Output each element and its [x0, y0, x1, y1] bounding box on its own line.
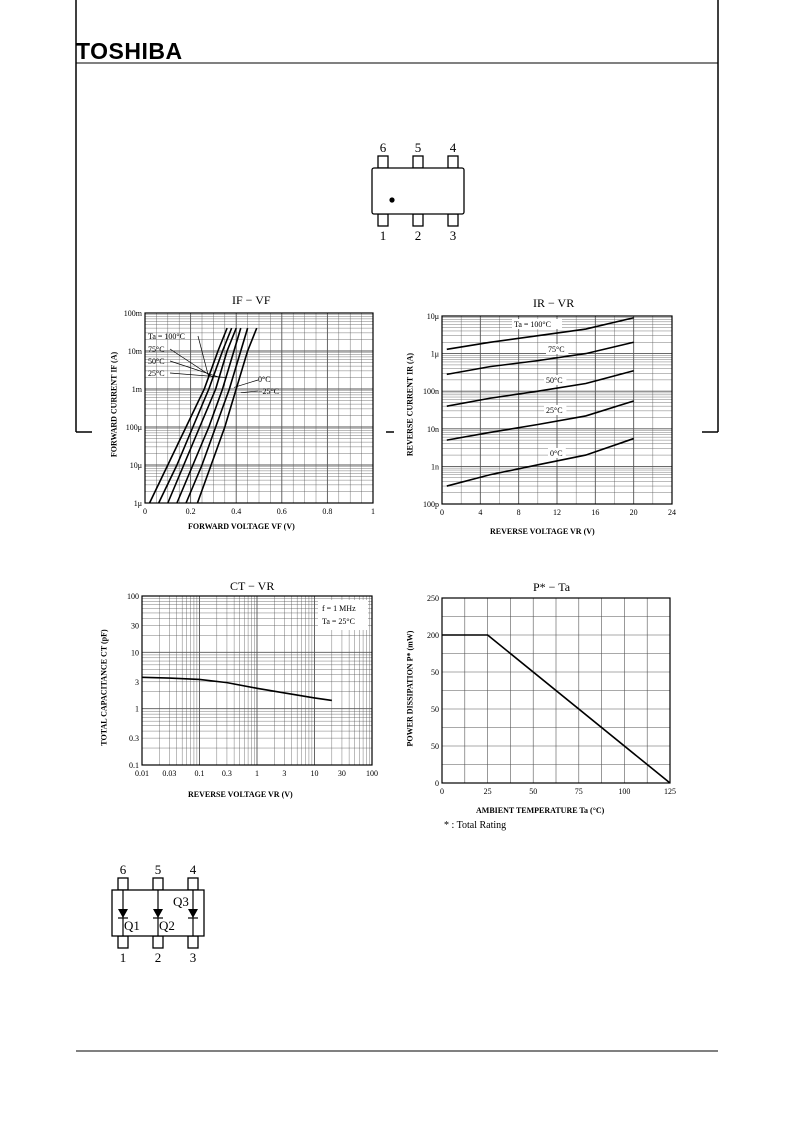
- p-ta-xlabel: AMBIENT TEMPERATURE Ta (°C): [476, 806, 605, 815]
- y-tick-label: 0: [435, 779, 439, 788]
- circuit-pin-5: 5: [154, 862, 162, 877]
- curve-label: 50°C: [148, 357, 165, 366]
- series-line: [447, 439, 634, 486]
- circuit-pin-2: 2: [154, 950, 162, 965]
- ir-vr-title: IR − VR: [533, 296, 575, 310]
- y-tick-label: 100μ: [125, 423, 142, 432]
- ir-vr-ylabel: REVERSE CURRENT IR (A): [405, 352, 415, 457]
- x-tick-label: 100: [618, 787, 631, 796]
- y-tick-label: 250: [427, 594, 439, 603]
- total-rating-footnote: * : Total Rating: [444, 820, 507, 831]
- x-tick-label: 10: [310, 769, 319, 778]
- x-tick-label: 0: [143, 507, 147, 516]
- x-tick-label: 0.4: [231, 507, 242, 516]
- pin1-marker-dot: [389, 197, 394, 202]
- q1-label: Q1: [124, 918, 140, 933]
- p-ta-chart: [400, 592, 695, 797]
- pin-label-3: 3: [449, 228, 457, 243]
- curve-label: 25°C: [148, 369, 165, 378]
- x-tick-label: 0: [440, 787, 444, 796]
- condition-label: f = 1 MHz: [322, 604, 356, 613]
- x-tick-label: 1: [255, 769, 259, 778]
- x-tick-label: 30: [337, 769, 346, 778]
- leader-line: [170, 373, 227, 378]
- ct-vr-title: CT − VR: [230, 579, 275, 593]
- x-tick-label: 0: [440, 508, 444, 517]
- x-tick-label: 12: [553, 508, 561, 517]
- circuit-pin-1: 1: [119, 950, 127, 965]
- ct-vr-xlabel: REVERSE VOLTAGE VR (V): [188, 790, 293, 799]
- y-tick-label: 0.1: [129, 761, 139, 770]
- series-line: [447, 342, 634, 374]
- curve-label: 75°C: [148, 345, 165, 354]
- y-tick-label: 200: [427, 631, 439, 640]
- y-tick-label: 50: [431, 705, 439, 714]
- q2-label: Q2: [159, 918, 175, 933]
- x-tick-label: 0.3: [221, 769, 232, 778]
- x-tick-label: 125: [664, 787, 676, 796]
- x-tick-label: 24: [668, 508, 676, 517]
- series-line: [447, 371, 634, 406]
- p-ta-ylabel: POWER DISSIPATION P* (mW): [405, 630, 415, 747]
- y-tick-label: 50: [431, 668, 439, 677]
- y-tick-label: 100: [127, 592, 139, 601]
- y-tick-label: 10μ: [129, 461, 142, 470]
- if-vf-xlabel: FORWARD VOLTAGE VF (V): [188, 522, 295, 531]
- y-tick-label: 1μ: [430, 349, 439, 359]
- x-tick-label: 0.03: [162, 769, 177, 778]
- circuit-pin-3: 3: [189, 950, 197, 965]
- y-tick-label: 1μ: [133, 499, 142, 508]
- curve-label: 0°C: [258, 375, 271, 384]
- pin-label-5: 5: [414, 140, 422, 155]
- x-tick-label: 0.2: [185, 507, 196, 516]
- pin-label-1: 1: [379, 228, 387, 243]
- curve-label: −25°C: [258, 387, 280, 396]
- p-ta-title: P* − Ta: [533, 580, 571, 594]
- y-tick-label: 10: [131, 648, 139, 658]
- curve-label: Ta = 100°C: [148, 332, 185, 341]
- x-tick-label: 4: [478, 508, 483, 517]
- y-tick-label: 50: [431, 742, 439, 751]
- if-vf-title: IF − VF: [232, 293, 271, 307]
- if-vf-ylabel: FORWARD CURRENT IF (A): [109, 351, 119, 458]
- circuit-diagram: [104, 860, 214, 970]
- y-tick-label: 10m: [127, 347, 142, 356]
- x-tick-label: 1: [371, 507, 375, 516]
- x-tick-label: 25: [483, 787, 492, 796]
- circuit-pin-6: 6: [119, 862, 127, 877]
- x-tick-label: 75: [574, 787, 583, 796]
- curve-label: 50°C: [546, 376, 563, 385]
- q3-label: Q3: [173, 894, 189, 909]
- circuit-pin-4: 4: [189, 862, 197, 877]
- x-tick-label: 50: [529, 787, 538, 796]
- y-tick-label: 100m: [123, 309, 142, 318]
- y-tick-label: 100n: [423, 387, 439, 397]
- pin-label-4: 4: [449, 140, 457, 155]
- pin-label-2: 2: [414, 228, 422, 243]
- curve-label: 75°C: [548, 345, 565, 354]
- curve-label: 25°C: [546, 406, 563, 415]
- curve-label: Ta = 100°C: [514, 320, 551, 329]
- y-tick-label: 1: [135, 704, 139, 714]
- x-tick-label: 16: [591, 508, 600, 517]
- x-tick-label: 0.6: [276, 507, 287, 516]
- ir-vr-chart: [400, 308, 695, 538]
- ir-vr-xlabel: REVERSE VOLTAGE VR (V): [490, 527, 595, 536]
- leader-line: [241, 391, 258, 393]
- x-tick-label: 8: [516, 508, 521, 517]
- toshiba-logo: TOSHIBA: [76, 38, 183, 64]
- package-diagram: [360, 138, 480, 248]
- x-tick-label: 0.01: [135, 769, 149, 778]
- y-tick-label: 1n: [431, 462, 439, 472]
- y-tick-label: 100p: [423, 500, 439, 509]
- y-tick-label: 10μ: [426, 312, 439, 321]
- pin-label-6: 6: [379, 140, 387, 155]
- ct-vr-chart: [100, 590, 390, 785]
- x-tick-label: 3: [282, 769, 287, 778]
- y-tick-label: 1m: [131, 385, 142, 394]
- series-line: [142, 677, 332, 700]
- y-tick-label: 30: [131, 621, 139, 631]
- y-tick-label: 3: [135, 677, 139, 687]
- y-tick-label: 10n: [427, 424, 439, 434]
- condition-label: Ta = 25°C: [322, 617, 355, 626]
- ct-vr-ylabel: TOTAL CAPACITANCE CT (pF): [99, 629, 109, 746]
- x-tick-label: 100: [366, 769, 378, 778]
- y-tick-label: 0.3: [129, 734, 139, 744]
- if-vf-chart: [100, 305, 385, 535]
- series-line: [447, 401, 634, 440]
- x-tick-label: 0.8: [322, 507, 333, 516]
- x-tick-label: 20: [629, 508, 638, 517]
- x-tick-label: 0.1: [194, 769, 205, 778]
- curve-label: 0°C: [550, 449, 563, 458]
